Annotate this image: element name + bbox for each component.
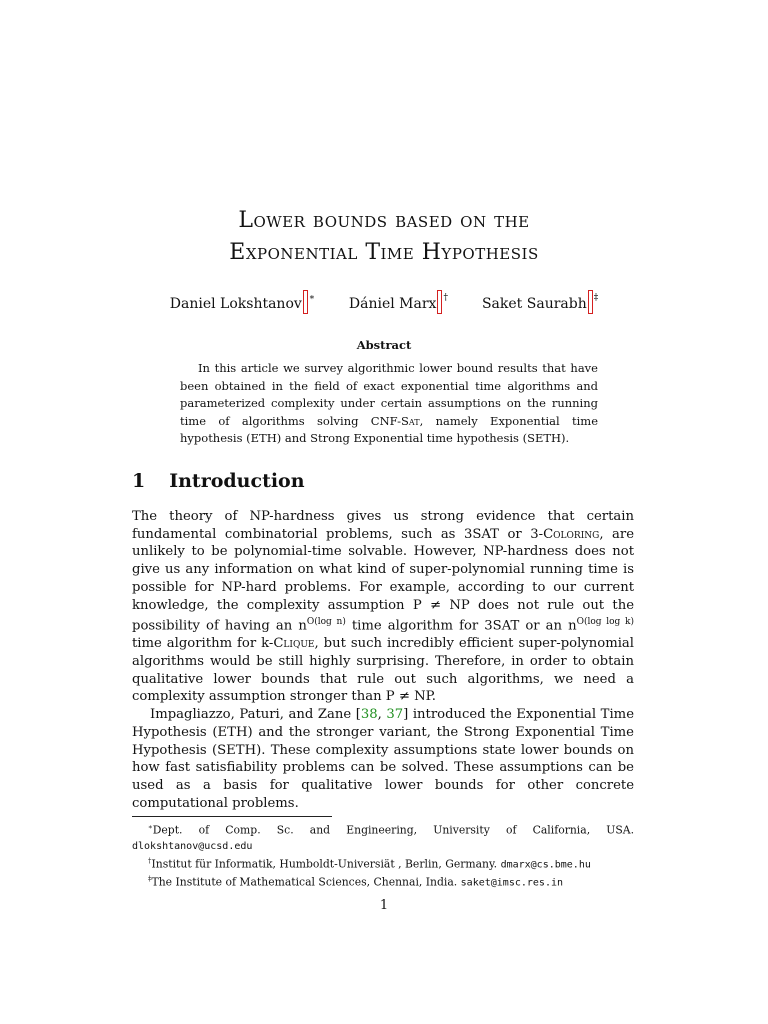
footnote-3 xyxy=(132,872,634,891)
exponent: O(log log k) xyxy=(576,617,634,628)
footnote-email[interactable]: dlokshtanov@ucsd.edu xyxy=(132,840,253,852)
text-run: time algorithm for 3SAT or an n xyxy=(345,618,577,634)
abstract-text xyxy=(180,360,598,448)
footnote-mark: † xyxy=(148,856,152,865)
abstract-part: In this article we survey algorithmic lower bound results that have been obtained in the field of exact exponential time algorithms and parameterized complexity under certain assumptions on the running time of algorithms solving CNF- xyxy=(180,361,598,428)
text-run: ] introduced the Exponential Time Hypothesis (ETH) and the stronger variant, the Strong Exponential Time Hypothesis (SETH). These complexity assumptions state lower bounds on how fast satisfiability problems can be solved. These assumptions can be used as a basis for qualitative lower bounds for other concrete computational problems. xyxy=(132,707,634,811)
footnotes xyxy=(132,820,634,891)
text-run: Impagliazzo, Paturi, and Zane [ xyxy=(150,707,361,723)
author-2 xyxy=(349,288,448,314)
title-line-2: Exponential Time Hypothesis xyxy=(229,240,539,265)
footnote-link-box[interactable] xyxy=(588,290,593,314)
abstract-smallcaps: Sat xyxy=(401,413,420,428)
section-title: Introduction xyxy=(169,470,305,492)
section-number: 1 xyxy=(132,470,146,492)
body-text xyxy=(132,508,634,812)
footnote-mark: ‡ xyxy=(148,875,152,884)
footnote-mark[interactable]: † xyxy=(443,293,448,303)
author-1 xyxy=(170,288,315,314)
footnote-mark[interactable]: ∗ xyxy=(308,293,315,303)
problem-name: Clique xyxy=(273,636,315,652)
footnote-email[interactable]: dmarx@cs.bme.hu xyxy=(500,859,591,871)
abstract-heading: Abstract xyxy=(356,338,412,352)
footnote-text: Institut für Informatik, Humboldt-Universiät , Berlin, Germany. xyxy=(151,857,498,871)
page-number: 1 xyxy=(379,898,389,913)
footnote-mark[interactable]: ‡ xyxy=(593,293,599,303)
text-run: , are unlikely to be polynomial-time solvable. However, NP-hardness does not give us any information on what kind of super-polynomial running time is possible for NP-hard problems. For example, according to our current knowledge, the complexity assumption P ≠ NP does not rule out the possibility of having an n xyxy=(132,526,634,634)
author-3 xyxy=(482,288,598,314)
citation-link[interactable]: 38 xyxy=(360,707,378,723)
text-run: , but such incredibly efficient super-polynomial algorithms would be still highly surprising. Therefore, in order to obtain qualitative lower bounds that rule out such algorithms, we need a complexity assumption stronger than P ≠ NP. xyxy=(132,636,634,705)
footnote-2 xyxy=(132,854,634,873)
footnote-link-box[interactable] xyxy=(303,290,308,314)
footnote-text: The Institute of Mathematical Sciences, Chennai, India. xyxy=(151,875,458,889)
paragraph-2 xyxy=(132,706,634,812)
footnote-1 xyxy=(132,820,634,854)
abstract-part: , namely Exponential time hypothesis (ETH) and Strong Exponential time hypothesis (SETH). xyxy=(180,413,599,446)
problem-name: Coloring xyxy=(543,526,600,542)
exponent: O(log n) xyxy=(306,617,346,628)
author-name: Daniel Lokshtanov xyxy=(169,296,302,312)
footnote-email[interactable]: saket@imsc.res.in xyxy=(460,877,564,889)
author-name: Dániel Marx xyxy=(348,296,437,312)
text-run: The theory of NP-hardness gives us strong evidence that certain fundamental combinatorial problems, such as 3SAT or 3- xyxy=(132,509,634,542)
paragraph-1 xyxy=(132,508,634,706)
title-line-1: Lower bounds based on the xyxy=(238,208,530,233)
citation-link[interactable]: 37 xyxy=(386,707,404,723)
text-run: , xyxy=(377,707,387,723)
section-heading xyxy=(132,470,305,492)
text-run: time algorithm for k- xyxy=(132,636,274,652)
footnote-mark: ∗ xyxy=(148,823,153,831)
author-list xyxy=(0,288,768,314)
paper-title xyxy=(0,205,768,269)
footnote-link-box[interactable] xyxy=(437,290,442,314)
author-name: Saket Saurabh xyxy=(481,296,587,312)
footnote-text: Dept. of Comp. Sc. and Engineering, University of California, USA. xyxy=(152,823,634,837)
footnote-rule xyxy=(132,816,332,817)
